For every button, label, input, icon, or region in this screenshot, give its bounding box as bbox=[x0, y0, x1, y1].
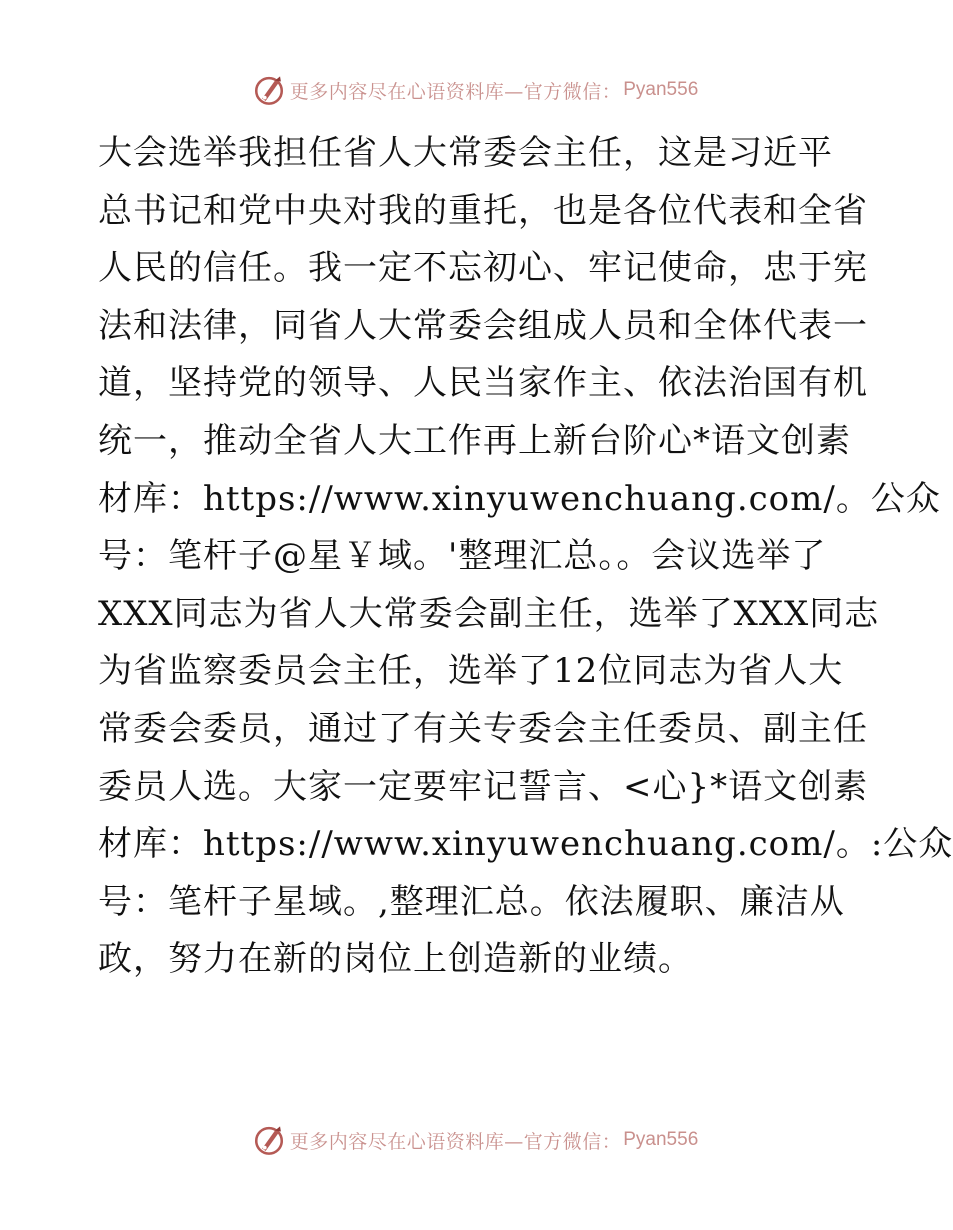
pen-nib-logo-icon bbox=[252, 73, 286, 107]
header-watermark-text: 更多内容尽在心语资料库—官方微信： bbox=[289, 80, 622, 103]
footer-watermark-text: 更多内容尽在心语资料库—官方微信： bbox=[289, 1130, 622, 1153]
body-line: 常委会委员，通过了有关专委会主任委员、副主任 bbox=[98, 708, 868, 749]
pen-nib-logo-icon bbox=[252, 1123, 286, 1157]
body-line: 道，坚持党的领导、人民当家作主、依法治国有机 bbox=[98, 363, 868, 404]
body-line: 大会选举我担任省人大常委会主任，这是习近平 bbox=[98, 133, 833, 173]
header-watermark-account: Pyan556 bbox=[623, 79, 699, 100]
footer-watermark-account: Pyan556 bbox=[623, 1129, 699, 1150]
body-line: 政，努力在新的岗位上创造新的业绩。 bbox=[98, 939, 693, 980]
body-line: 号：笔杆子@星￥域。'整理汇总。。会议选举了 bbox=[98, 536, 827, 577]
body-line: 委员人选。大家一定要牢记誓言、<心}*语文创素 bbox=[98, 766, 869, 807]
body-line: 材库：https://www.xinyuwenchuang.com/。公众 bbox=[98, 478, 941, 519]
footer-watermark bbox=[0, 1120, 950, 1160]
document-body bbox=[98, 125, 953, 989]
body-line: XXX同志为省人大常委会副主任，选举了XXX同志 bbox=[98, 593, 880, 634]
body-line: 为省监察委员会主任，选举了12位同志为省人大 bbox=[98, 651, 844, 692]
body-line: 号：笔杆子星域。,整理汇总。依法履职、廉洁从 bbox=[98, 881, 845, 922]
body-line: 总书记和党中央对我的重托，也是各位代表和全省 bbox=[98, 190, 868, 231]
body-line: 材库：https://www.xinyuwenchuang.com/。:公众 bbox=[98, 824, 953, 865]
body-line: 法和法律，同省人大常委会组成人员和全体代表一 bbox=[98, 305, 868, 346]
body-line: 统一，推动全省人大工作再上新台阶心*语文创素 bbox=[98, 420, 851, 461]
body-line: 人民的信任。我一定不忘初心、牢记使命，忠于宪 bbox=[98, 248, 868, 289]
header-watermark bbox=[0, 70, 950, 110]
